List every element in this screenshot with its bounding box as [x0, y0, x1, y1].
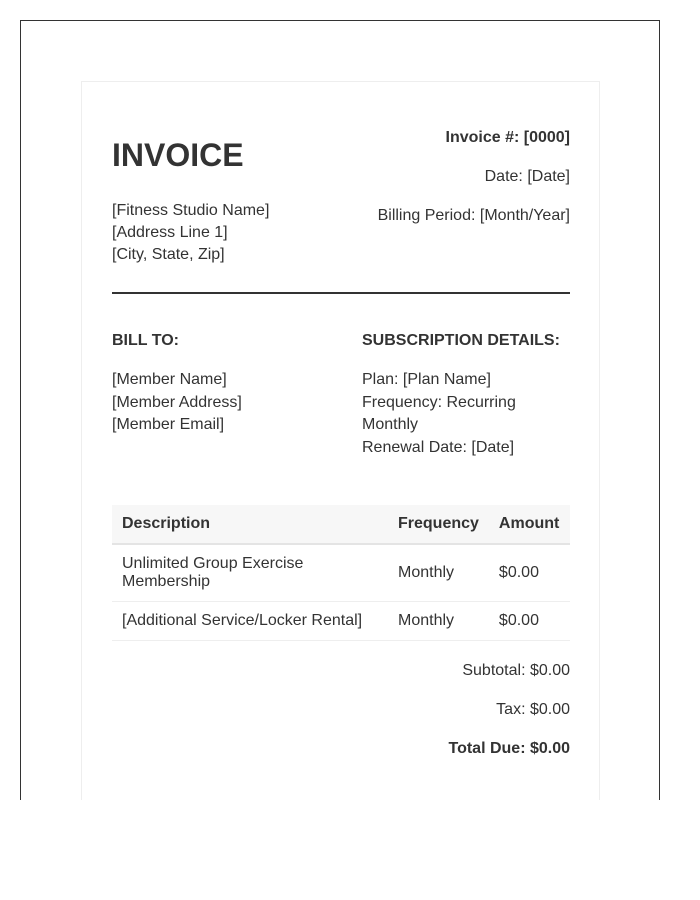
- subtotal: Subtotal: $0.00: [462, 662, 570, 679]
- invoice-title: INVOICE: [112, 137, 244, 173]
- member-name: [Member Name]: [112, 371, 227, 388]
- header-description: Description: [112, 505, 388, 544]
- item-description: Unlimited Group Exercise Membership: [112, 544, 388, 602]
- bill-to-heading: BILL TO:: [112, 332, 179, 349]
- invoice-date: Date: [Date]: [484, 168, 570, 185]
- invoice-number: Invoice #: [0000]: [445, 129, 570, 146]
- item-frequency: Monthly: [388, 544, 489, 602]
- header-amount: Amount: [489, 505, 570, 544]
- subscription-details: [362, 369, 562, 459]
- total-due: Total Due: $0.00: [448, 740, 570, 757]
- line-items-table: [112, 505, 570, 641]
- studio-name: [Fitness Studio Name]: [112, 202, 270, 219]
- item-amount: $0.00: [489, 544, 570, 602]
- totals-block: [448, 660, 570, 777]
- member-email: [Member Email]: [112, 416, 225, 433]
- tax: Tax: $0.00: [496, 701, 570, 718]
- billing-period: Billing Period: [Month/Year]: [377, 207, 570, 224]
- item-amount: $0.00: [489, 602, 570, 641]
- table-row: [112, 544, 570, 602]
- member-address: [Member Address]: [112, 393, 242, 411]
- subscription-heading: SUBSCRIPTION DETAILS:: [362, 332, 560, 349]
- header-frequency: Frequency: [388, 505, 489, 544]
- table-header-row: [112, 505, 570, 544]
- plan-frequency: Frequency: Recurring Monthly: [362, 393, 516, 433]
- studio-info: [112, 200, 269, 266]
- item-frequency: Monthly: [388, 602, 489, 641]
- studio-city: [City, State, Zip]: [112, 246, 225, 263]
- bill-to-details: [112, 369, 242, 437]
- item-description: [Additional Service/Locker Rental]: [112, 602, 388, 641]
- plan-name: Plan: [Plan Name]: [362, 371, 491, 388]
- invoice-meta: [378, 128, 570, 245]
- renewal-date: Renewal Date: [Date]: [362, 438, 515, 456]
- table-row: [112, 602, 570, 641]
- studio-address: [Address Line 1]: [112, 224, 228, 241]
- header-divider: [112, 292, 570, 294]
